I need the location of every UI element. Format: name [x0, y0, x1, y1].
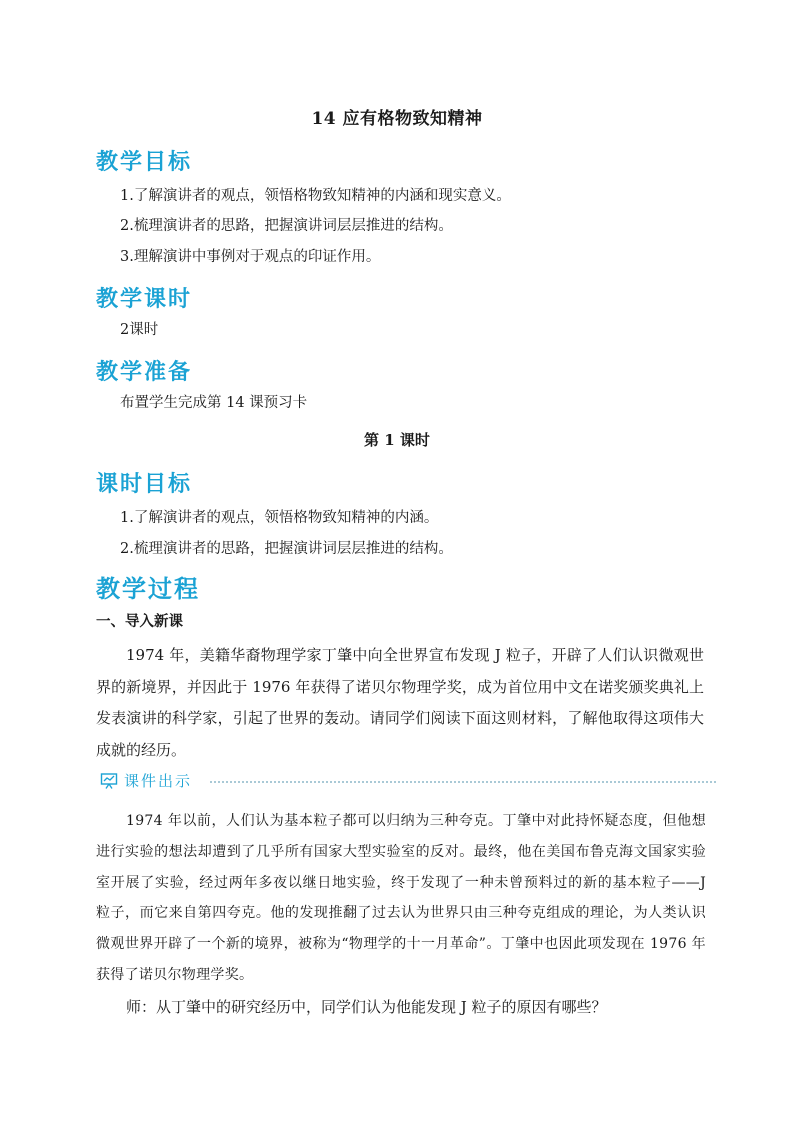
- heading-hours: 教学课时: [96, 287, 193, 312]
- preparation-text: 布置学生完成第 14 课预习卡: [120, 395, 308, 411]
- objective-item-3: 3.理解演讲中事例对于观点的印证作用。: [120, 249, 381, 265]
- document-title: 14 应有格物致知精神: [311, 109, 483, 129]
- heading-objectives: 教学目标: [96, 150, 193, 175]
- subheading-intro: 一、导入新课: [96, 614, 183, 630]
- intro-paragraph: 1974 年，美籍华裔物理学家丁肇中向全世界宣布发现 J 粒子，开辟了人们认识微观世界的新境界，并因此于 1976 年获得了诺贝尔物理学奖，成为首位用中文在诺奖颁奖典礼上发表演讲的科学家，引起了世界的轰动。请同学们阅读下面这则材料，了解他取得这项伟大成就的经历。: [96, 646, 704, 759]
- courseware-label: 课件出示: [124, 772, 193, 790]
- courseware-quote: 1974 年以前，人们认为基本粒子都可以归纳为三种夸克。丁肇中对此持怀疑态度，但他想进行实验的想法却遭到了几乎所有国家大型实验室的反对。最终，他在美国布鲁克海文国家实验室开展了实验，经过两年多夜以继日地实验，终于发现了一种未曾预料过的新的基本粒子——J 粒子，而它来自第四夸克。他的发现推翻了过去认为世界只由三种夸克组成的理论，为人类认识微观世界开辟了一个新的境界，被称为“物理学的十一月革命”。丁肇中也因此项发现在 1976 年获得了诺贝尔物理学奖。: [96, 813, 706, 983]
- heading-process: 教学过程: [96, 575, 200, 603]
- lesson-title: 第 1 课时: [364, 431, 430, 449]
- heading-lesson-objectives: 课时目标: [96, 472, 193, 497]
- objective-item-1: 1.了解演讲者的观点，领悟格物致知精神的内涵和现实意义。: [120, 188, 511, 204]
- lesson-objective-item-2: 2.梳理演讲者的思路，把握演讲词层层推进的结构。: [120, 541, 453, 557]
- dotted-divider: [210, 781, 716, 783]
- objective-item-2: 2.梳理演讲者的思路，把握演讲词层层推进的结构。: [120, 218, 453, 234]
- presentation-icon: [100, 772, 118, 790]
- courseware-header: [100, 768, 716, 794]
- heading-preparation: 教学准备: [96, 360, 193, 385]
- hours-text: 2课时: [120, 322, 159, 338]
- teacher-question: 师：从丁肇中的研究经历中，同学们认为他能发现 J 粒子的原因有哪些？: [126, 998, 607, 1016]
- lesson-objective-item-1: 1.了解演讲者的观点，领悟格物致知精神的内涵。: [120, 510, 439, 526]
